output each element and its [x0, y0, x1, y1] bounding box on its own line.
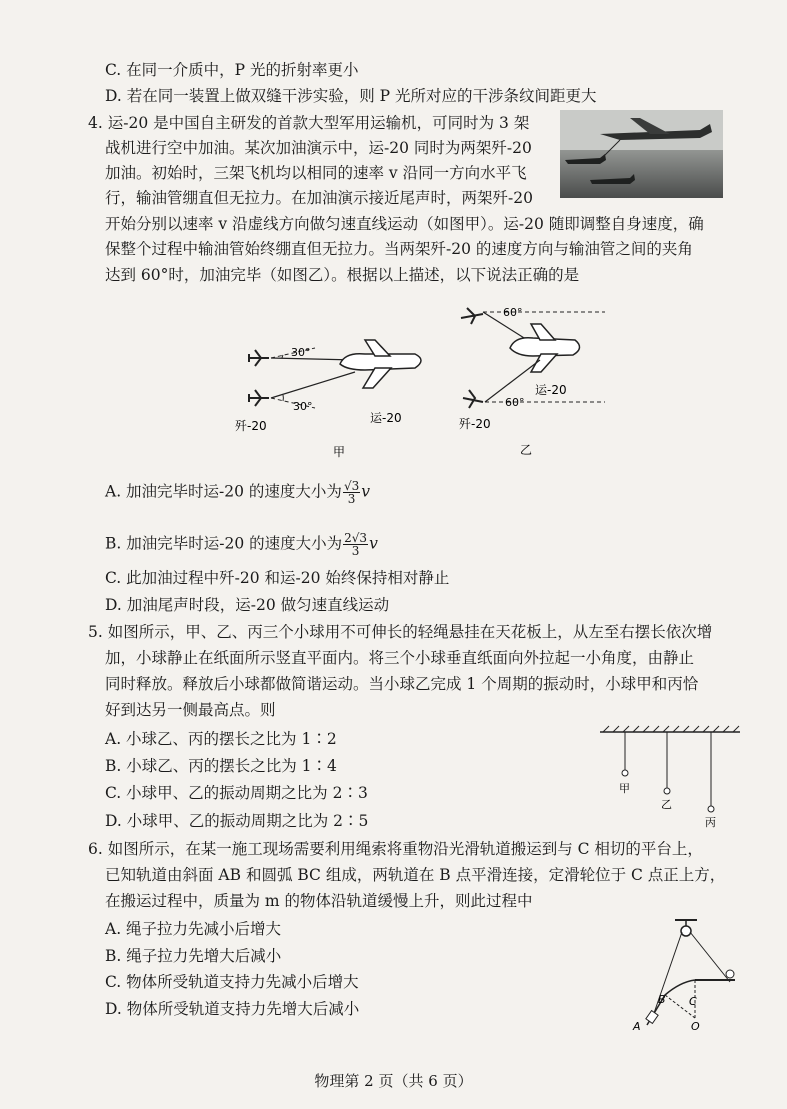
velocity-symbol: v — [369, 534, 378, 553]
q6-option-a: A. 绳子拉力先减小后增大 — [105, 920, 282, 938]
q6-option-c: C. 物体所受轨道支持力先减小后增大 — [105, 973, 359, 991]
point-o-label: O — [691, 1020, 700, 1033]
figure-yi — [455, 300, 605, 460]
q4-option-d: D. 加油尾声时段，运-20 做匀速直线运动 — [105, 596, 390, 614]
j20-bottom-plane — [463, 390, 483, 408]
j20-label: 歼-20 — [459, 417, 491, 431]
q4-line-2: 战机进行空中加油。某次加油演示中，运-20 同时为两架歼-20 — [105, 139, 532, 157]
q5-option-b: B. 小球乙、丙的摆长之比为 1∶4 — [105, 757, 337, 775]
j20-top-plane — [249, 350, 269, 366]
label-bing: 丙 — [705, 816, 716, 829]
j20-label: 歼-20 — [235, 419, 267, 433]
fraction-denominator: 3 — [351, 544, 360, 558]
q4-option-a-text: A. 加油完毕时运-20 的速度大小为 — [105, 482, 342, 501]
q4-line-4: 行，输油管绷直但无拉力。在加油演示接近尾声时，两架歼-20 — [105, 189, 533, 207]
rope-to-winch — [690, 932, 730, 982]
j20-bottom-plane — [249, 390, 269, 406]
q4-option-a — [105, 480, 370, 505]
velocity-symbol: v — [361, 482, 370, 501]
q3-option-d: D. 若在同一装置上做双缝干涉实验，则 P 光所对应的干涉条纹间距更大 — [105, 87, 597, 105]
winch — [726, 970, 734, 978]
q4-line-7: 达到 60°时，加油完毕（如图乙）。根据以上描述，以下说法正确的是 — [105, 266, 580, 284]
j20-top-plane — [461, 308, 483, 324]
q5-option-a: A. 小球乙、丙的摆长之比为 1∶2 — [105, 730, 337, 748]
ball-jia — [622, 770, 628, 776]
fraction-numerator: 2√3 — [344, 531, 368, 545]
ball-bing — [708, 806, 714, 812]
angle-top-label: 60° — [503, 306, 523, 319]
y20-plane — [340, 340, 421, 388]
q4-line-6: 保整个过程中输油管始终绷直但无拉力。当两架歼-20 的速度方向与输油管之间的夹角 — [105, 240, 693, 258]
track-figure — [625, 910, 745, 1035]
load-block — [646, 1011, 658, 1024]
angle-bottom-label: 60° — [505, 396, 525, 409]
q5-line-1: 5. 如图所示，甲、乙、丙三个小球用不可伸长的轻绳悬挂在天花板上，从左至右摆长依次增 — [88, 623, 713, 641]
q4-line-1: 4. 运-20 是中国自主研发的首款大型军用运输机，可同时为 3 架 — [88, 114, 530, 132]
q5-line-4: 好到达另一侧最高点。则 — [105, 701, 276, 719]
q6-line-2: 已知轨道由斜面 AB 和圆弧 BC 组成，两轨道在 B 点平滑连接，定滑轮位于 C 点正上方， — [105, 866, 726, 884]
point-b-label: B — [658, 993, 666, 1006]
y20-plane — [510, 324, 580, 372]
fraction-denominator: 3 — [347, 492, 356, 506]
q3-option-c: C. 在同一介质中，P 光的折射率更小 — [105, 61, 359, 79]
q6-option-d: D. 物体所受轨道支持力先增大后减小 — [105, 1000, 360, 1018]
q4-line-3: 加油。初始时，三架飞机均以相同的速率 v 沿同一方向水平飞 — [105, 164, 527, 182]
figure-caption: 乙 — [520, 443, 533, 457]
q5-option-d: D. 小球甲、乙的振动周期之比为 2∶5 — [105, 812, 369, 830]
pulley — [681, 926, 691, 936]
q6-line-3: 在搬运过程中，质量为 m 的物体沿轨道缓慢上升，则此过程中 — [105, 892, 533, 910]
q4-option-b — [105, 532, 378, 557]
fraction — [343, 532, 368, 557]
q4-option-c: C. 此加油过程中歼-20 和运-20 始终保持相对静止 — [105, 569, 450, 587]
q4-line-5: 开始分别以速率 v 沿虚线方向做匀速直线运动（如图甲）。运-20 随即调整自身速度，确 — [105, 215, 704, 233]
q6-option-b: B. 绳子拉力先增大后减小 — [105, 947, 282, 965]
y20-label: 运-20 — [535, 383, 567, 397]
figure-jia — [235, 330, 445, 460]
label-yi: 乙 — [661, 798, 672, 811]
fuel-hose-bottom — [271, 372, 355, 398]
figure-caption: 甲 — [333, 445, 346, 459]
label-jia: 甲 — [619, 782, 630, 795]
q5-line-2: 加，小球静止在纸面所示竖直平面内。将三个小球垂直纸面向外拉起一小角度，由静止 — [105, 649, 695, 667]
pendulum-figure — [595, 720, 745, 830]
angle-bottom-label: 30° — [293, 400, 313, 413]
aircraft-photo-illustration — [560, 110, 723, 198]
q5-option-c: C. 小球甲、乙的振动周期之比为 2∶3 — [105, 784, 368, 802]
y20-label: 运-20 — [370, 411, 402, 425]
q6-line-1: 6. 如图所示，在某一施工现场需要利用绳索将重物沿光滑轨道搬运到与 C 相切的平台上， — [88, 840, 703, 858]
point-c-label: C — [689, 995, 697, 1008]
point-a-label: A — [633, 1020, 641, 1033]
fraction — [343, 480, 360, 505]
angle-top-label: 30° — [291, 346, 311, 359]
ball-yi — [664, 788, 670, 794]
ceiling-hatching — [603, 726, 739, 732]
refueling-photo — [560, 110, 723, 198]
q4-option-b-text: B. 加油完毕时运-20 的速度大小为 — [105, 534, 343, 553]
page-footer: 物理第 2 页（共 6 页） — [314, 1072, 473, 1090]
fraction-numerator: √3 — [343, 479, 360, 493]
q5-line-3: 同时释放。释放后小球都做简谐运动。当小球乙完成 1 个周期的振动时，小球甲和丙恰 — [105, 675, 699, 693]
